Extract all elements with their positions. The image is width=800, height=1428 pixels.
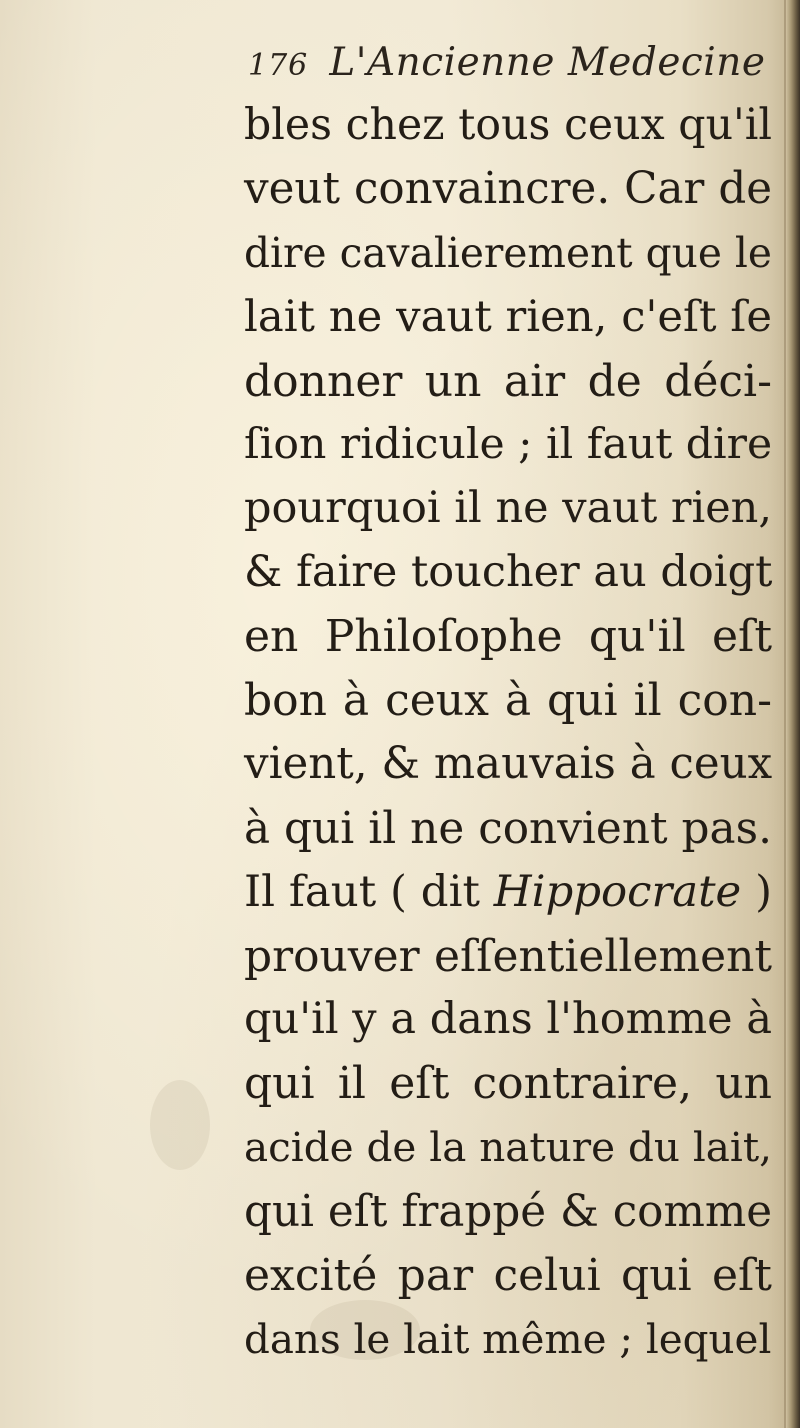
text-line: prouver eſſentiellement <box>244 930 772 982</box>
text-run: Il faut ( dit <box>244 866 494 917</box>
text-line: qu'il y a dans l'homme à <box>244 994 772 1045</box>
text-line: qui eſt frappé & comme <box>244 1186 773 1238</box>
text-line: dire cavalierement que le <box>244 228 772 277</box>
text-line: veut convaincre. Car de <box>244 163 772 214</box>
text-line: bles chez tous ceux qu'il <box>244 100 772 150</box>
text-line: pourquoi il ne vaut rien, <box>244 483 773 534</box>
page-header <box>248 40 768 100</box>
text-line: ſion ridicule ; il faut dire <box>244 420 773 470</box>
text-line: excité par celui qui eſt <box>244 1250 772 1302</box>
text-line: bon à ceux à qui il con- <box>244 675 772 727</box>
text-line: dans le lait même ; lequel <box>244 1314 772 1363</box>
text-line: acide de la nature du lait, <box>244 1123 772 1172</box>
text-line: en Philoſophe qu'il eſt <box>244 611 772 663</box>
page-number: 176 <box>248 48 309 83</box>
text-line: donner un air de déci- <box>244 355 772 407</box>
text-line: vient, & mauvais à ceux <box>244 738 773 789</box>
text-line-with-citation <box>244 861 772 925</box>
running-title: L'Ancienne Medecine <box>329 40 766 85</box>
text-run: ) <box>741 866 773 917</box>
page-fore-edge <box>786 0 800 1428</box>
text-line: à qui il ne convient pas. <box>244 802 772 854</box>
text-line: lait ne vaut rien, c'eſt ſe <box>244 291 772 342</box>
paper-stain <box>150 1080 210 1170</box>
cited-author: Hippocrate <box>493 866 742 917</box>
text-line: qui il eſt contraire, un <box>244 1058 772 1110</box>
body-text <box>244 94 772 1372</box>
text-line: & faire toucher au doigt <box>244 547 773 598</box>
